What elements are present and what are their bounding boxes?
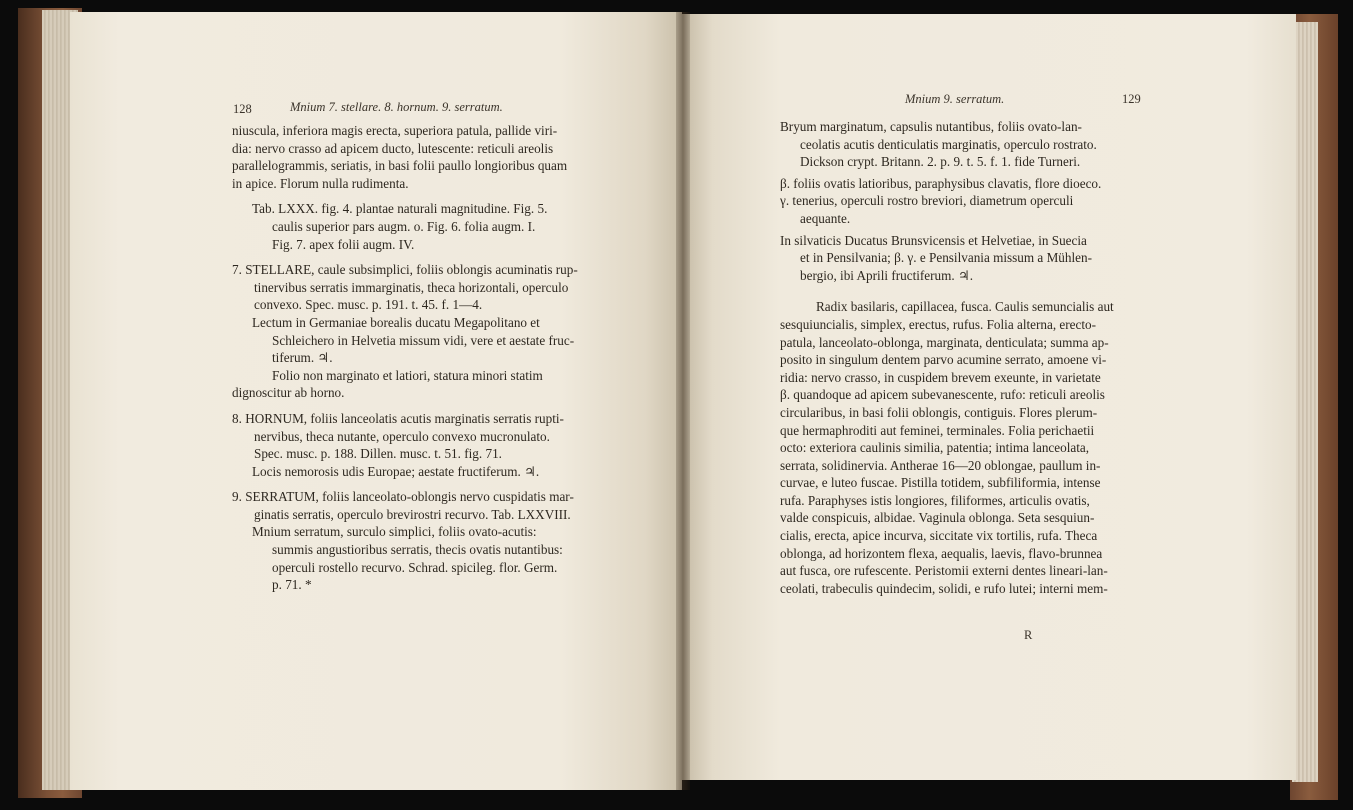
text-line: Spec. musc. p. 188. Dillen. musc. t. 51. fig. 71. [254,446,502,462]
text-line: tinervibus serratis immarginatis, theca horizontali, operculo [254,279,569,295]
signature-mark: R [1024,628,1033,642]
right-running-head: Mnium 9. serratum. [905,92,1005,106]
text-line: parallelogrammis, seriatis, in basi folii paullo longioribus quam [232,158,568,174]
text-line: Tab. LXXX. fig. 4. plantae naturali magnitudine. Fig. 5. [252,201,548,217]
description-line: aut fusca, ore rufescente. Peristomii externi dentes lineari-lan- [780,563,1108,579]
description-line: Radix basilaris, capillacea, fusca. Caulis semuncialis aut [816,299,1114,315]
description-line: β. quandoque ad apicem subevanescente, rufo: reticuli areolis [780,387,1105,403]
text-line: tiferum. ♃. [272,350,333,366]
description-line: valde conspicuis, albidae. Vaginula oblonga. Seta sesquiun- [780,510,1095,526]
description-line: oblonga, ad horizontem flexa, aequalis, laevis, flavo-brunnea [780,545,1103,561]
text-line: Fig. 7. apex folii augm. IV. [272,236,415,252]
description-line: curvae, e luteo fuscae. Pistilla totidem, subfiliformia, intense [780,475,1101,491]
text-line: ginatis serratis, operculo brevirostri recurvo. Tab. LXXVIII. [254,506,571,522]
text-line: et in Pensilvania; β. γ. e Pensilvania missum a Mühlen- [800,250,1092,266]
text-line: Mnium serratum, surculo simplici, foliis ovato-acutis: [252,524,537,540]
species-entry-hornum: 8. HORNUM, foliis lanceolatis acutis marginatis serratis rupti- [232,410,564,426]
text-line: convexo. Spec. musc. p. 191. t. 45. f. 1—4. [254,297,483,313]
text-line: dia: nervo crasso ad apicem ducto, lutescente: reticuli areolis [232,140,554,156]
text-line: in apice. Florum nulla rudimenta. [232,175,409,191]
text-line: β. foliis ovatis latioribus, paraphysibus clavatis, flore dioeco. [780,175,1102,191]
description-line: ridia: nervo crasso, in cuspidem brevem exeunte, in varietate [780,369,1101,385]
text-line: p. 71. * [272,577,312,593]
left-page-number: 128 [233,102,252,116]
text-line: Dickson crypt. Britann. 2. p. 9. t. 5. f. 1. fide Turneri. [800,154,1081,170]
description-line: serrata, solidinervia. Antherae 16—20 oblongae, paullum in- [780,457,1101,473]
text-line: ceolatis acutis denticulatis marginatis, operculo rostrato. [800,136,1097,152]
text-line: caulis superior pars augm. o. Fig. 6. folia augm. I. [272,218,536,234]
text-line: nervibus, theca nutante, operculo convexo mucronulato. [254,428,550,444]
text-line: Lectum in Germaniae borealis ducatu Megapolitano et [252,314,540,330]
text-line: dignoscitur ab horno. [232,385,345,401]
text-line: operculi rostello recurvo. Schrad. spicileg. flor. Germ. [272,559,558,575]
description-line: patula, lanceolato-oblonga, marginata, denticulata; summa ap- [780,334,1109,350]
right-page-body [780,118,1150,597]
description-line: posito in singulum dentem parvo acumine serrato, amoene vi- [780,352,1107,368]
description-line: sesquiuncialis, simplex, erectus, rufus. Folia alterna, erecto- [780,316,1097,332]
text-line: bergio, ibi Aprili fructiferum. ♃. [800,267,974,283]
description-line: octo: exteriora caulinis similia, patentia; intima lanceolata, [780,440,1090,456]
left-running-head: Mnium 7. stellare. 8. hornum. 9. serratum. [290,100,503,114]
text-line: Bryum marginatum, capsulis nutantibus, foliis ovato-lan- [780,119,1082,134]
left-page-body [232,122,622,594]
text-line: niuscula, inferiora magis erecta, superiora patula, pallide viri- [232,123,558,138]
description-line: ceolati, trabeculis quindecim, solidi, e rufo lutei; interni mem- [780,580,1108,596]
text-line: γ. tenerius, operculi rostro breviori, diametrum operculi [780,193,1074,209]
description-line: cialis, erecta, apice incurva, siccitate vix tortilis, rufa. Theca [780,528,1098,544]
book-gutter [676,12,690,790]
text-line: Schleichero in Helvetia missum vidi, vere et aestate fruc- [272,332,575,348]
right-page-number: 129 [1122,92,1141,106]
species-entry-serratum: 9. SERRATUM, foliis lanceolato-oblongis nervo cuspidatis mar- [232,489,574,505]
description-line: que hermaphroditi aut feminei, terminales. Folia perichaetii [780,422,1095,438]
species-entry-stellare: 7. STELLARE, caule subsimplici, foliis oblongis acuminatis rup- [232,262,578,278]
description-line: circularibus, in basi folii oblongis, contiguis. Flores plerum- [780,404,1098,420]
description-line: rufa. Paraphyses istis longiores, filiformes, articulis ovatis, [780,492,1090,508]
text-line: Locis nemorosis udis Europae; aestate fructiferum. ♃. [252,463,540,479]
text-line: aequante. [800,210,851,226]
text-line: Folio non marginato et latiori, statura minori statim [272,367,543,383]
text-line: In silvaticis Ducatus Brunsvicensis et Helvetiae, in Suecia [780,232,1087,248]
text-line: summis angustioribus serratis, thecis ovatis nutantibus: [272,542,563,558]
